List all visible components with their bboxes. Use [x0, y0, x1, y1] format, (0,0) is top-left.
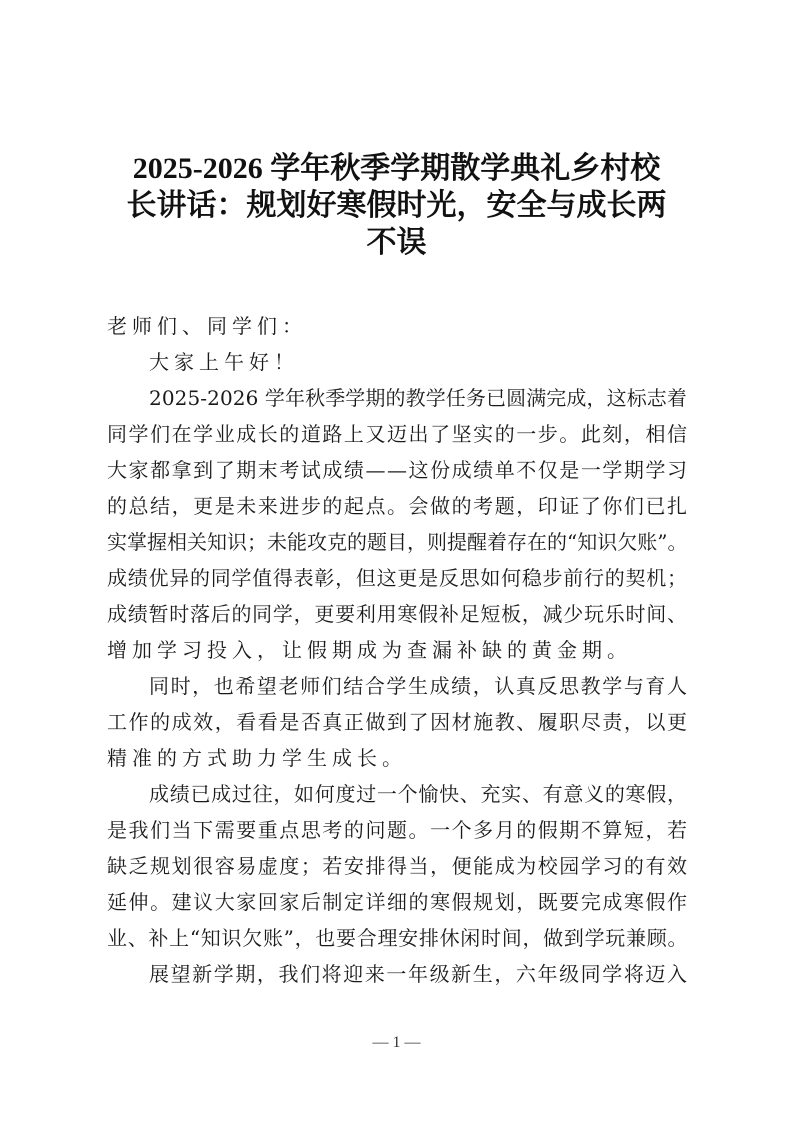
body-text-line: 大家上午好！ [149, 350, 299, 374]
title-line: 不误 [366, 226, 427, 259]
body-text-line: 精准的方式助力学生成长。 [107, 746, 407, 770]
body-text-line: 2025-2026 学年秋季学期的教学任务已圆满完成，这标志着 [149, 386, 688, 410]
body-text-line: 大家都拿到了期末考试成绩——这份成绩单不仅是一学期学习 [107, 458, 689, 482]
body-text-line: 业、补上“知识欠账”，也要合理安排休闲时间，做到学玩兼顾。 [107, 926, 689, 950]
body-text-line: 延伸。建议大家回家后制定详细的寒假规划，既要完成寒假作 [107, 890, 689, 914]
body-text-line: 展望新学期，我们将迎来一年级新生，六年级同学将迈入 [149, 962, 689, 986]
title-line: 2025-2026 学年秋季学期散学典礼乡村校 [132, 152, 661, 185]
body-text-line: 成绩已成过往，如何度过一个愉快、充实、有意义的寒假， [149, 782, 688, 806]
body-text-line: 的总结，更是未来进步的起点。会做的考题，印证了你们已扎 [107, 494, 689, 518]
body-text-line: 是我们当下需要重点思考的问题。一个多月的假期不算短，若 [107, 818, 689, 842]
document-body [107, 308, 687, 992]
body-text-line: 成绩优异的同学值得表彰，但这更是反思如何稳步前行的契机； [107, 566, 688, 590]
title-line: 长讲话：规划好寒假时光，安全与成长两 [126, 189, 667, 222]
body-text-line: 同时，也希望老师们结合学生成绩，认真反思教学与育人 [149, 674, 689, 698]
document-title [100, 150, 693, 261]
body-text-line: 实掌握相关知识；未能攻克的题目，则提醒着存在的“知识欠账”。 [107, 530, 688, 554]
page-number: — 1 — [372, 1034, 421, 1051]
body-text-line: 缺乏规划很容易虚度；若安排得当，便能成为校园学习的有效 [107, 854, 689, 878]
body-text-line: 老师们、同学们： [107, 314, 307, 338]
body-text-line: 增加学习投入，让假期成为查漏补缺的黄金期。 [107, 638, 632, 662]
body-text-line: 成绩暂时落后的同学，更要利用寒假补足短板，减少玩乐时间、 [107, 602, 688, 626]
body-text-line: 同学们在学业成长的道路上又迈出了坚实的一步。此刻，相信 [107, 422, 689, 446]
body-text-line: 工作的成效，看看是否真正做到了因材施教、履职尽责，以更 [107, 710, 689, 734]
